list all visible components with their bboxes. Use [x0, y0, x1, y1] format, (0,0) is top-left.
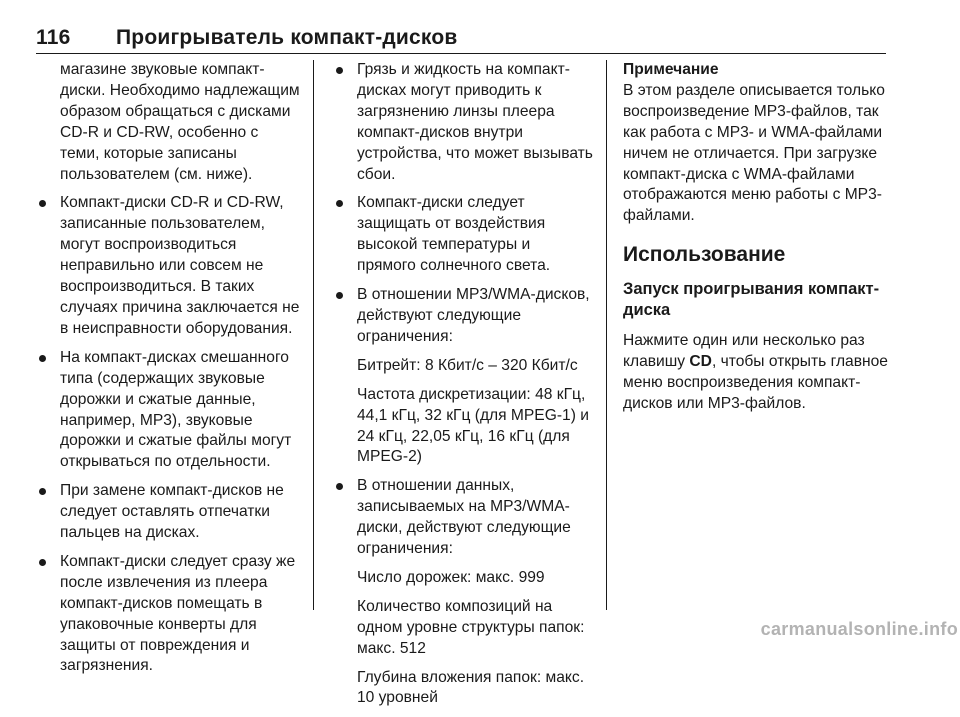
column-divider-2 — [606, 60, 607, 610]
bullet-icon — [336, 483, 343, 490]
list-item: Компакт-диски следует сразу же после извлечения из плеера компакт-дисков помещать в упаковочные конверты для защиты от повреждения и загрязнения. — [36, 552, 300, 677]
list-item: На компакт-дисках смешанного типа (содержащих звуковые дорожки и сжатые данные, например, MP3), звуковые дорожки и сжатые файлы могут открываться по отдельности. — [36, 348, 300, 473]
page-title: Проигрыватель компакт-дисков — [116, 26, 458, 49]
subsection-title: Запуск проигрывания компакт-диска — [623, 280, 880, 320]
list-item: Компакт-диски CD-R и CD-RW, записанные пользователем, могут воспроизводиться неправильно или совсем не воспроизводиться. В таких случаях причина заключается не в неисправности оборудования. — [36, 193, 300, 339]
bitrate-limit: Битрейт: 8 Кбит/с – 320 Кбит/с — [357, 356, 578, 374]
column-3 — [623, 60, 893, 415]
instruction-paragraph: Нажмите один или несколько раз клавишу CD, чтобы открыть главное меню воспроизведения компакт-дисков или MP3-файлов. — [623, 332, 888, 412]
bullet-icon — [39, 200, 46, 207]
list-item: При замене компакт-дисков не следует оставлять отпечатки пальцев на дисках. — [36, 481, 300, 544]
header-rule — [36, 53, 886, 54]
cd-key-label: CD — [689, 353, 712, 371]
column-2 — [333, 60, 593, 717]
note-text: В этом разделе описывается только воспроизведение MP3-файлов, так как работа с MP3- и WMA-файлами ничем не отличается. При загрузке компакт-диска с WMA-файлами отображаются меню работы с MP3-файлами. — [623, 81, 885, 225]
tracks-limit: Число дорожек: макс. 999 — [357, 568, 545, 586]
page-number: 116 — [36, 26, 71, 49]
column-divider-1 — [313, 60, 314, 610]
page-header — [36, 26, 886, 50]
note-title: Примечание — [623, 61, 719, 78]
bullet-icon — [336, 67, 343, 74]
bullet-icon — [336, 292, 343, 299]
watermark: carmanualsonline.info — [760, 619, 958, 639]
bullet-icon — [336, 200, 343, 207]
list-item: Грязь и жидкость на компакт-дисках могут приводить к загрязнению линзы плеера компакт-дисков внутри устройства, что может вызывать сбои. — [333, 60, 593, 185]
list-item: В отношении данных, записываемых на MP3/WMA-диски, действуют следующие ограничения: Число дорожек: макс. 999 Количество композиций на одном уровне структуры папок: макс. 512 Глубина вложения папок: макс. 10 уровней — [333, 476, 593, 709]
bullet-icon — [39, 355, 46, 362]
sampling-limit: Частота дискретизации: 48 кГц, 44,1 кГц, 32 кГц (для MPEG-1) и 24 кГц, 22,05 кГц, 16 кГц (для MPEG-2) — [357, 385, 589, 466]
column-1 — [36, 60, 300, 685]
bullet-icon — [39, 559, 46, 566]
files-limit: Количество композиций на одном уровне структуры папок: макс. 512 — [357, 597, 585, 657]
depth-limit: Глубина вложения папок: макс. 10 уровней — [357, 668, 585, 707]
list-item: Компакт-диски следует защищать от воздействия высокой температуры и прямого солнечного света. — [333, 193, 593, 277]
bullet-icon — [39, 488, 46, 495]
list-item: В отношении MP3/WMA-дисков, действуют следующие ограничения: Битрейт: 8 Кбит/с – 320 Кбит/с Частота дискретизации: 48 кГц, 44,1 кГц, 32 кГц (для MPEG-1) и 24 кГц, 22,05 кГц, 16 кГц (для MPEG-2) — [333, 285, 593, 468]
section-title: Использование — [623, 243, 786, 267]
intro-paragraph: магазине звуковые компакт-диски. Необходимо надлежащим образом обращаться с дисками CD-R и CD-RW, особенно с теми, которые записаны пользователем (см. ниже). — [60, 61, 300, 183]
